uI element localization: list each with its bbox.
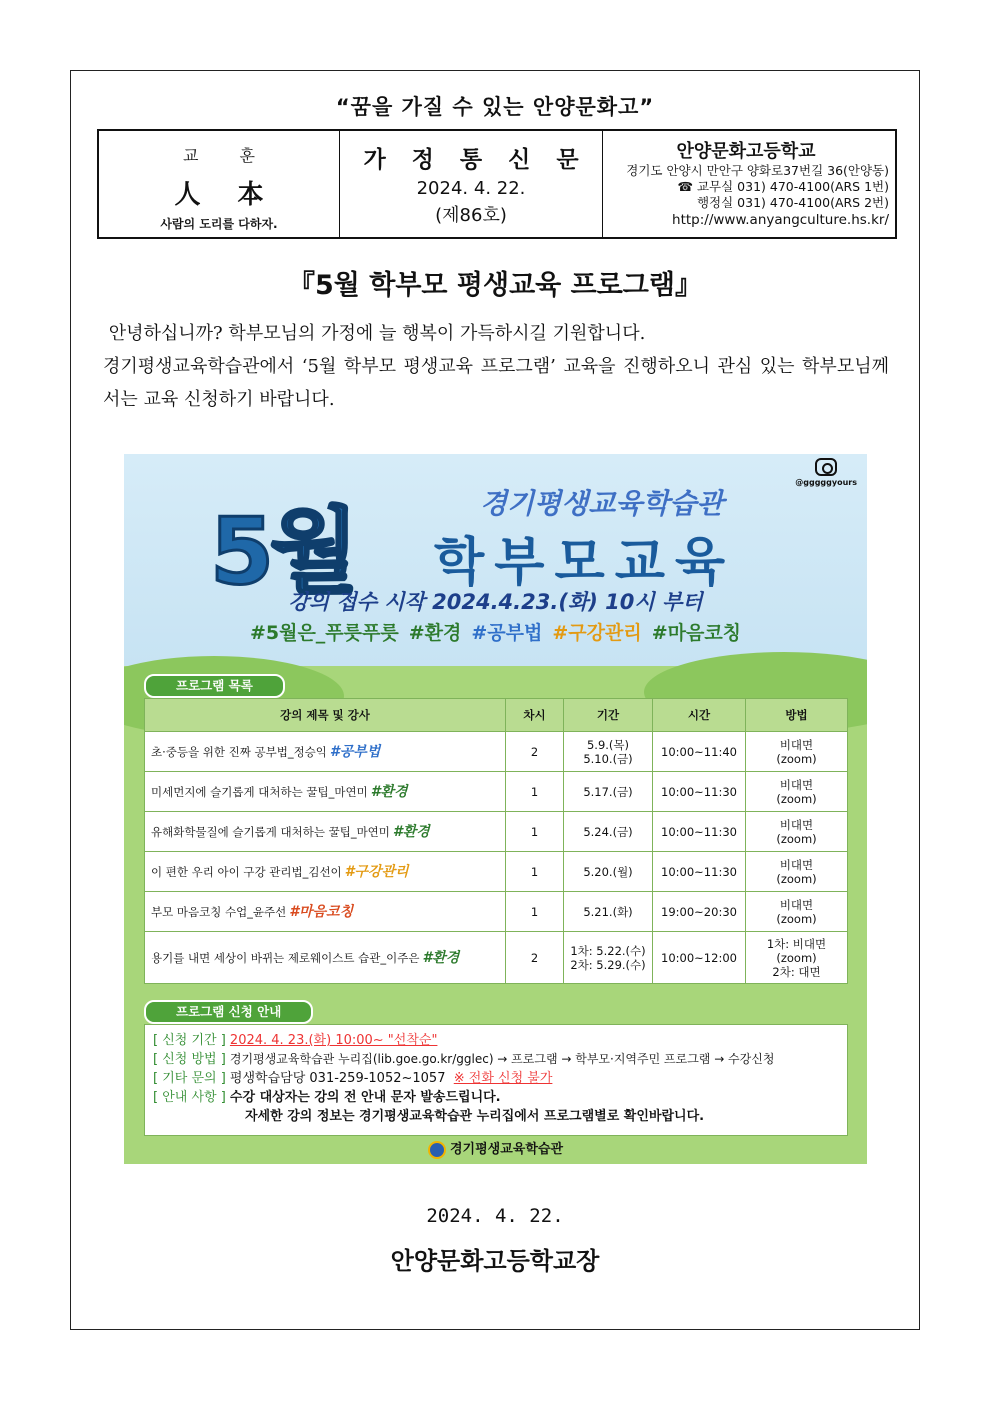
school-phone-2: 행정실 031) 470-4100(ARS 2번): [696, 195, 889, 210]
col-time: 시간: [653, 699, 746, 732]
program-method: 비대면 (zoom): [746, 852, 848, 892]
document-title: 『5월 학부모 평생교육 프로그램』: [288, 270, 702, 301]
program-period: 5.17.(금): [564, 772, 653, 812]
program-title: 이 편한 우리 아이 구강 관리법_김선이: [151, 864, 342, 879]
newsletter-header: [97, 129, 897, 239]
phone-apply-note: ※ 전화 신청 불가: [453, 1071, 553, 1086]
program-period: 5.20.(월): [564, 852, 653, 892]
program-title: 유해화학물질에 슬기롭게 대처하는 꿀팁_마연미: [151, 824, 390, 839]
school-website-link[interactable]: http://www.anyangculture.hs.kr/: [672, 212, 889, 228]
program-title: 미세먼지에 슬기롭게 대처하는 꿀팁_마연미: [151, 784, 368, 799]
table-row: [145, 772, 848, 812]
table-row: [145, 852, 848, 892]
col-period: 기간: [564, 699, 653, 732]
apply-method-value: 경기평생교육학습관 누리집(lib.goe.go.kr/gglec) → 프로그램 → 학부모·지역주민 프로그램 → 수강신청: [229, 1052, 775, 1066]
program-time: 10:00~11:30: [653, 852, 746, 892]
program-method: 비대면 (zoom): [746, 892, 848, 932]
program-title: 초·중등을 위한 진짜 공부법_정승익: [151, 744, 327, 759]
program-time: 10:00~12:00: [653, 932, 746, 984]
apply-inquiry-row: [ 기타 문의 ] 평생학습담당 031-259-1052~1057 ※ 전화 신청 불가: [153, 1071, 553, 1086]
program-title: 용기를 내면 세상이 바뀌는 제로웨이스트 습관_이주은: [151, 950, 420, 965]
col-sessions: 차시: [506, 699, 564, 732]
table-row: [145, 732, 848, 772]
program-period: 5.24.(금): [564, 812, 653, 852]
col-method: 방법: [746, 699, 848, 732]
program-method: 비대면 (zoom): [746, 812, 848, 852]
kyohun-label: 교 훈: [183, 146, 273, 165]
newsletter-date: 2024. 4. 22.: [416, 178, 526, 199]
poster-edu-title: 학부모교육: [434, 533, 736, 593]
program-sessions: 1: [506, 852, 564, 892]
col-title: 강의 제목 및 강사: [145, 699, 506, 732]
program-title-cell: [145, 772, 506, 812]
footer-principal: 안양문화고등학교장: [390, 1246, 600, 1275]
program-sessions: 1: [506, 772, 564, 812]
school-info-cell: [603, 131, 895, 237]
apply-method-row: [ 신청 방법 ] 경기평생교육학습관 누리집(lib.goe.go.kr/gglec) → 프로그램 → 학부모·지역주민 프로그램 → 수강신청: [153, 1052, 775, 1067]
program-sessions: 1: [506, 892, 564, 932]
program-title-cell: [145, 932, 506, 984]
program-sessions: 2: [506, 932, 564, 984]
page-frame: [70, 70, 920, 1330]
poster-library-name: 경기평생교육학습관: [480, 487, 724, 520]
program-tag: #공부법: [329, 743, 381, 760]
program-table: [144, 698, 848, 984]
program-time: 10:00~11:30: [653, 812, 746, 852]
program-method: 1차: 비대면 (zoom) 2차: 대면: [746, 932, 848, 984]
library-logo: 경기평생교육학습관: [124, 1138, 867, 1159]
school-name: 안양문화고등학교: [676, 141, 816, 162]
program-time: 10:00~11:30: [653, 772, 746, 812]
school-phone-1: ☎ 교무실 031) 470-4100(ARS 1번): [677, 179, 889, 194]
program-tag: #환경: [392, 823, 430, 840]
program-tag: #환경: [422, 949, 460, 966]
program-period: 5.9.(목) 5.10.(금): [564, 732, 653, 772]
hashtag: #마음코칭: [651, 622, 742, 644]
school-motto: “꿈을 가질 수 있는 안양문화고”: [335, 95, 655, 119]
poster-header: [124, 454, 867, 666]
program-sessions: 1: [506, 812, 564, 852]
program-method: 비대면 (zoom): [746, 772, 848, 812]
table-row: [145, 892, 848, 932]
school-address: 경기도 안양시 만안구 양화로37번길 36(안양동): [626, 163, 889, 178]
instagram-handle: @gggggyours: [795, 478, 857, 487]
newsletter-cell: [340, 131, 603, 237]
program-title-cell: [145, 812, 506, 852]
program-title-cell: [145, 852, 506, 892]
apply-period-row: [ 신청 기간 ] 2024. 4. 23.(화) 10:00~ "선착순": [153, 1033, 438, 1048]
program-time: 19:00~20:30: [653, 892, 746, 932]
hashtag: #구강관리: [552, 622, 642, 644]
program-table-header: [145, 699, 848, 732]
program-period: 1차: 5.22.(수) 2차: 5.29.(수): [564, 932, 653, 984]
apply-period-value: 2024. 4. 23.(화) 10:00~ "선착순": [229, 1033, 438, 1048]
instagram-icon: [815, 458, 837, 476]
kyohun-sub: 사람의 도리를 다하자.: [160, 217, 278, 231]
table-row: [145, 932, 848, 984]
program-tag: #환경: [370, 783, 408, 800]
program-method: 비대면 (zoom): [746, 732, 848, 772]
program-title-cell: [145, 732, 506, 772]
poster-hashtags: [124, 618, 867, 645]
program-tag: #마음코칭: [289, 903, 354, 920]
program-poster: [124, 454, 867, 1164]
newsletter-issue: (제86호): [435, 205, 507, 226]
hashtag: #공부법: [471, 622, 543, 644]
kyohun-main: 人 本: [174, 180, 278, 210]
apply-info-label: 프로그램 신청 안내: [144, 1000, 313, 1024]
instagram-badge: [795, 458, 857, 487]
apply-info-box: [144, 1024, 848, 1136]
program-tag: #구강관리: [344, 863, 409, 880]
footer-date: 2024. 4. 22.: [426, 1205, 564, 1227]
apply-notice-row: [ 안내 사항 ] 수강 대상자는 강의 전 안내 문자 발송드립니다.: [153, 1090, 501, 1105]
body-paragraph-1: 안녕하십니까? 학부모님의 가정에 늘 행복이 가득하시길 기원합니다.: [108, 323, 646, 344]
body-paragraph-2: 경기평생교육학습관에서 ‘5월 학부모 평생교육 프로그램’ 교육을 진행하오니 관심 있는 학부모님께서는 교육 신청하기 바랍니다.: [103, 356, 889, 410]
program-period: 5.21.(화): [564, 892, 653, 932]
table-row: [145, 812, 848, 852]
hashtag: #5월은_푸릇푸릇: [249, 622, 399, 644]
hashtag: #환경: [408, 622, 462, 644]
newsletter-title: 가 정 통 신 문: [363, 147, 588, 173]
program-title: 부모 마음코칭 수업_윤주선: [151, 904, 287, 919]
program-sessions: 2: [506, 732, 564, 772]
apply-notice-row-2: 자세한 강의 정보는 경기평생교육학습관 누리집에서 프로그램별로 확인바랍니다.: [245, 1109, 705, 1124]
program-list-label: 프로그램 목록: [144, 674, 285, 698]
body-text: [103, 317, 889, 416]
kyohun-cell: [99, 131, 340, 237]
poster-reception: 강의 접수 시작 2024.4.23.(화) 10시 부터: [288, 590, 703, 614]
poster-month: 5월: [210, 498, 355, 605]
program-time: 10:00~11:40: [653, 732, 746, 772]
program-title-cell: [145, 892, 506, 932]
library-logo-icon: [428, 1141, 446, 1159]
